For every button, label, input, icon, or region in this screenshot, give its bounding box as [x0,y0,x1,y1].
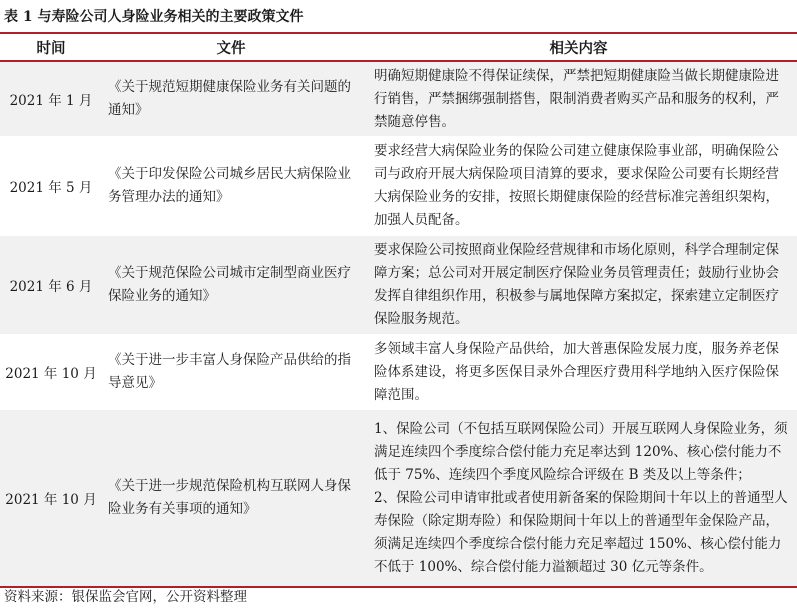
cell-time: 2021 年 5 月 [9,180,93,196]
table-row [0,236,797,334]
table-row [0,136,797,236]
cell-document: 《关于进一步规范保险机构互联网人身保险业务有关事项的通知》 [108,478,351,517]
table-row [0,410,797,586]
content-paragraph-1: 1、保险公司（不包括互联网保险公司）开展互联网人身保险业务，须满足连续四个季度综合偿付能力充足率达到 120%、核心偿付能力不低于 75%、连续四个季度风险综合评级在 B 类及以上等条件； [374,420,788,483]
table-header [0,34,797,62]
cell-document: 《关于印发保险公司城乡居民大病保险业务管理办法的通知》 [108,166,351,205]
header-document: 文件 [216,39,246,57]
cell-time: 2021 年 1 月 [9,93,93,109]
source-note: 资料来源：银保监会官网，公开资料整理 [4,589,247,605]
policy-table [0,32,797,588]
cell-content: 明确短期健康险不得保证续保，严禁把短期健康险当做长期健康险进行销售，严禁捆绑强制搭售，限制消费者购买产品和服务的权利，严禁随意停售。 [374,67,779,130]
cell-content [364,418,797,579]
cell-document: 《关于规范保险公司城市定制型商业医疗保险业务的通知》 [108,265,351,304]
cell-document: 《关于规范短期健康保险业务有关问题的通知》 [108,79,351,118]
cell-time: 2021 年 10 月 [5,366,97,382]
header-content: 相关内容 [549,39,608,57]
cell-time: 2021 年 10 月 [5,492,97,508]
header-time: 时间 [36,39,66,57]
table-row [0,334,797,410]
table-row [0,62,797,136]
cell-document: 《关于进一步丰富人身保险产品供给的指导意见》 [108,352,351,391]
cell-content: 多领域丰富人身保险产品供给，加大普惠保险发展力度，服务养老保险体系建设，将更多医保目录外合理医疗费用科学地纳入医疗保险保障范围。 [374,340,779,403]
cell-content: 要求经营大病保险业务的保险公司建立健康保险事业部，明确保险公司与政府开展大病保险项目清算的要求，要求保险公司要有长期经营大病保险业务的安排，按照长期健康保险的经营标准完善组织架构，加强人员配备。 [374,143,779,228]
cell-time: 2021 年 6 月 [9,279,93,295]
content-paragraph-2: 2、保险公司申请审批或者使用新备案的保险期间十年以上的普通型人寿保险（除定期寿险）和保险期间十年以上的普通型年金保险产品，须满足连续四个季度综合偿付能力充足率超过 150%、核心偿付能力不低于 100%、综合偿付能力溢额超过 30 亿元等条件。 [374,489,788,575]
table-title: 表 1 与寿险公司人身险业务相关的主要政策文件 [4,9,304,25]
cell-content: 要求保险公司按照商业保险经营规律和市场化原则，科学合理制定保障方案；总公司对开展定制医疗保险业务员管理责任；鼓励行业协会发挥自律组织作用，积极参与属地保障方案拟定，探索建立定制医疗保险服务规范。 [374,242,779,327]
